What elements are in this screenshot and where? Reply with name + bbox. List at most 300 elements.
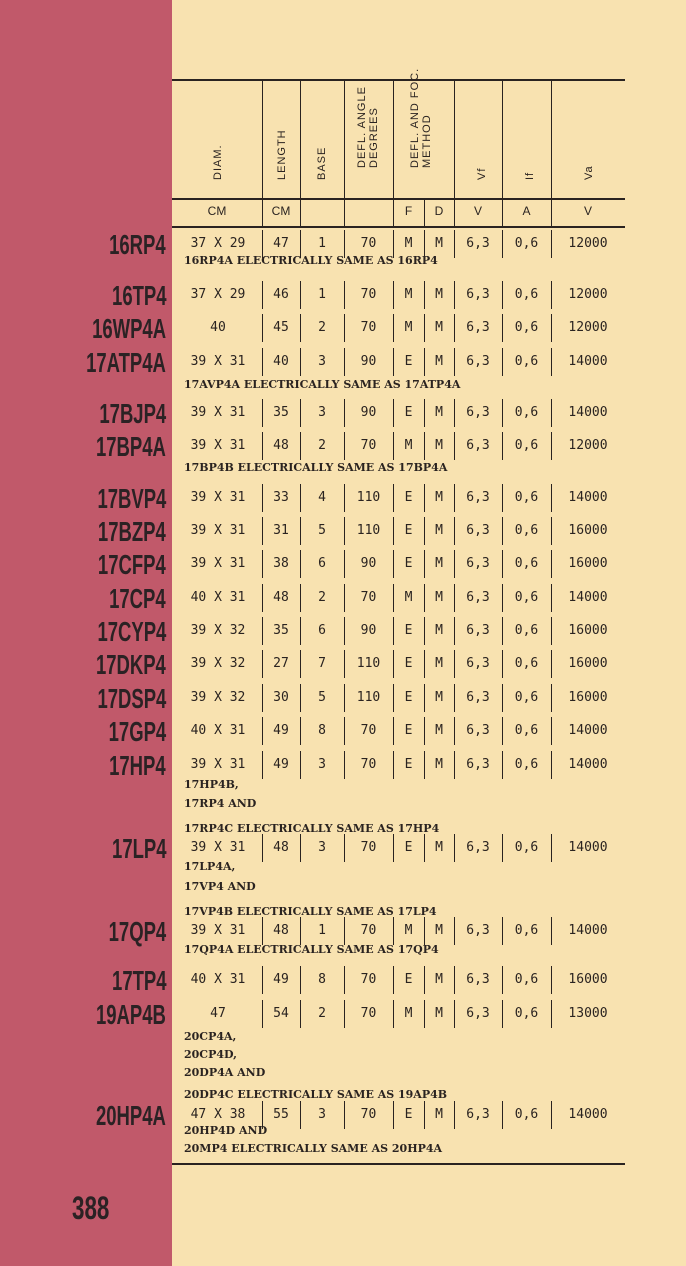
- cell-divider: [393, 1101, 394, 1129]
- cell-divider: [344, 432, 345, 460]
- unit-length: CM: [271, 204, 291, 218]
- cell-va: 16000: [568, 656, 608, 671]
- cell-base: 6: [318, 623, 326, 638]
- note-line: 20DP4A AND: [184, 1066, 266, 1079]
- cell-divider: [424, 834, 425, 862]
- cell-divider: [424, 1000, 425, 1028]
- cell-if: 0,6: [514, 840, 539, 855]
- cell-divider: [424, 517, 425, 545]
- cell-divider: [344, 348, 345, 376]
- cell-divider: [424, 399, 425, 427]
- cell-divider: [393, 684, 394, 712]
- cell-divider: [262, 399, 263, 427]
- cell-divider: [424, 617, 425, 645]
- cell-divider: [262, 432, 263, 460]
- cell-divider: [344, 751, 345, 779]
- cell-vf: 6,3: [466, 590, 490, 605]
- cell-diam: 39 X 31: [190, 523, 246, 538]
- cell-length: 48: [273, 590, 289, 605]
- cell-vf: 6,3: [466, 972, 490, 987]
- cell-d: M: [435, 523, 443, 538]
- cell-divider: [344, 917, 345, 945]
- cell-diam: 47: [210, 1006, 226, 1021]
- cell-divider: [344, 966, 345, 994]
- cell-vf: 6,3: [466, 656, 490, 671]
- header-rule: [172, 198, 625, 200]
- cell-length: 35: [273, 405, 289, 420]
- cell-divider: [502, 550, 503, 578]
- cell-va: 14000: [568, 1107, 608, 1122]
- cell-va: 13000: [568, 1006, 608, 1021]
- cell-diam: 40 X 31: [190, 590, 246, 605]
- cell-divider: [551, 966, 552, 994]
- cell-divider: [454, 550, 455, 578]
- note-line: 17HP4B,: [184, 778, 239, 791]
- cell-f: M: [404, 923, 413, 938]
- cell-base: 1: [318, 287, 326, 302]
- note-line: 17QP4A ELECTRICALLY SAME AS 17QP4: [184, 943, 439, 956]
- header-va: Va: [583, 165, 595, 180]
- cell-d: M: [435, 320, 443, 335]
- tube-type-label: 17DKP4: [96, 649, 166, 680]
- cell-divider: [454, 834, 455, 862]
- cell-f: E: [404, 757, 413, 772]
- note-line: 17AVP4A ELECTRICALLY SAME AS 17ATP4A: [184, 378, 461, 391]
- cell-divider: [502, 432, 503, 460]
- cell-angle: 110: [356, 490, 381, 505]
- cell-diam: 39 X 31: [190, 840, 246, 855]
- cell-va: 14000: [568, 923, 608, 938]
- cell-divider: [502, 399, 503, 427]
- cell-if: 0,6: [514, 438, 539, 453]
- header-diam: DIAM.: [212, 144, 224, 180]
- cell-divider: [262, 917, 263, 945]
- cell-divider: [393, 966, 394, 994]
- cell-f: E: [404, 354, 413, 369]
- cell-divider: [551, 517, 552, 545]
- cell-divider: [393, 281, 394, 309]
- cell-divider: [344, 281, 345, 309]
- cell-length: 55: [273, 1107, 289, 1122]
- cell-divider: [344, 550, 345, 578]
- cell-divider: [454, 717, 455, 745]
- tube-type-label: 17GP4: [108, 716, 166, 747]
- cell-angle: 70: [360, 840, 377, 855]
- cell-base: 2: [318, 438, 326, 453]
- cell-divider: [344, 717, 345, 745]
- cell-length: 49: [273, 972, 289, 987]
- cell-d: M: [435, 690, 443, 705]
- cell-divider: [262, 966, 263, 994]
- cell-angle: 90: [360, 354, 377, 369]
- cell-d: M: [435, 438, 443, 453]
- cell-if: 0,6: [514, 1107, 539, 1122]
- cell-divider: [502, 314, 503, 342]
- cell-if: 0,6: [514, 923, 539, 938]
- cell-d: M: [435, 287, 443, 302]
- note-line: 17RP4C ELECTRICALLY SAME AS 17HP4: [184, 822, 440, 835]
- cell-angle: 70: [360, 320, 377, 335]
- cell-divider: [424, 650, 425, 678]
- tube-type-label: 20HP4A: [96, 1100, 166, 1131]
- cell-d: M: [435, 757, 443, 772]
- cell-divider: [393, 650, 394, 678]
- tube-type-label: 17CP4: [109, 583, 166, 614]
- cell-d: M: [435, 623, 443, 638]
- cell-diam: 39 X 32: [190, 690, 246, 705]
- cell-va: 14000: [568, 757, 608, 772]
- cell-length: 31: [273, 523, 289, 538]
- cell-divider: [262, 584, 263, 612]
- cell-diam: 39 X 31: [190, 923, 246, 938]
- tube-type-label: 17TP4: [111, 965, 166, 996]
- cell-d: M: [435, 723, 443, 738]
- cell-vf: 6,3: [466, 1107, 490, 1122]
- cell-angle: 70: [360, 236, 377, 251]
- note-line: 20CP4D,: [184, 1048, 237, 1061]
- cell-divider: [344, 650, 345, 678]
- cell-base: 3: [318, 405, 326, 420]
- cell-divider: [424, 584, 425, 612]
- cell-f: M: [404, 1006, 413, 1021]
- cell-divider: [300, 550, 301, 578]
- cell-length: 46: [273, 287, 289, 302]
- cell-divider: [393, 399, 394, 427]
- cell-divider: [424, 717, 425, 745]
- cell-angle: 110: [356, 523, 381, 538]
- cell-d: M: [435, 490, 443, 505]
- cell-divider: [344, 584, 345, 612]
- cell-length: 54: [273, 1006, 289, 1021]
- cell-divider: [551, 617, 552, 645]
- cell-if: 0,6: [514, 757, 539, 772]
- cell-diam: 37 X 29: [190, 236, 246, 251]
- cell-divider: [424, 751, 425, 779]
- cell-va: 16000: [568, 556, 608, 571]
- cell-vf: 6,3: [466, 556, 490, 571]
- tube-type-label: 17DSP4: [97, 683, 166, 714]
- unit-if: A: [522, 204, 531, 218]
- cell-divider: [300, 399, 301, 427]
- cell-f: M: [404, 236, 413, 251]
- cell-diam: 40: [210, 320, 226, 335]
- cell-divider: [454, 617, 455, 645]
- cell-base: 6: [318, 556, 326, 571]
- cell-divider: [502, 484, 503, 512]
- tube-type-label: 17LP4: [111, 833, 166, 864]
- cell-angle: 70: [360, 590, 377, 605]
- cell-diam: 39 X 31: [190, 757, 246, 772]
- tube-type-label: 17HP4: [109, 750, 166, 781]
- cell-divider: [393, 432, 394, 460]
- cell-divider: [262, 484, 263, 512]
- tube-type-label: 16WP4A: [92, 313, 166, 344]
- tube-type-label: 17CFP4: [98, 549, 166, 580]
- unit-va: V: [583, 204, 592, 218]
- cell-va: 16000: [568, 690, 608, 705]
- cell-f: E: [404, 972, 413, 987]
- cell-vf: 6,3: [466, 523, 490, 538]
- cell-divider: [344, 314, 345, 342]
- cell-divider: [344, 484, 345, 512]
- cell-if: 0,6: [514, 972, 539, 987]
- cell-divider: [344, 1000, 345, 1028]
- cell-divider: [454, 517, 455, 545]
- cell-divider: [262, 314, 263, 342]
- cell-divider: [262, 281, 263, 309]
- cell-vf: 6,3: [466, 320, 490, 335]
- cell-base: 2: [318, 320, 326, 335]
- cell-divider: [551, 314, 552, 342]
- cell-diam: 39 X 31: [190, 405, 246, 420]
- cell-divider: [300, 584, 301, 612]
- cell-f: M: [404, 438, 413, 453]
- cell-f: E: [404, 490, 413, 505]
- cell-base: 3: [318, 1107, 326, 1122]
- cell-vf: 6,3: [466, 405, 490, 420]
- cell-divider: [502, 834, 503, 862]
- cell-divider: [300, 650, 301, 678]
- cell-divider: [424, 314, 425, 342]
- cell-f: E: [404, 623, 413, 638]
- cell-angle: 110: [356, 690, 381, 705]
- cell-divider: [300, 348, 301, 376]
- tube-type-label: 16TP4: [111, 280, 166, 311]
- tube-type-label: 17CYP4: [97, 616, 166, 647]
- cell-divider: [300, 684, 301, 712]
- cell-d: M: [435, 840, 443, 855]
- cell-vf: 6,3: [466, 623, 490, 638]
- table-row: [0, 757, 686, 779]
- note-line: 17VP4 AND: [184, 880, 256, 893]
- cell-divider: [262, 717, 263, 745]
- cell-angle: 70: [360, 923, 377, 938]
- cell-divider: [393, 917, 394, 945]
- note-line: 16RP4A ELECTRICALLY SAME AS 16RP4: [184, 254, 438, 267]
- cell-if: 0,6: [514, 623, 539, 638]
- cell-va: 14000: [568, 590, 608, 605]
- cell-divider: [502, 917, 503, 945]
- cell-divider: [502, 966, 503, 994]
- cell-divider: [393, 314, 394, 342]
- cell-divider: [454, 1000, 455, 1028]
- cell-divider: [424, 966, 425, 994]
- cell-if: 0,6: [514, 354, 539, 369]
- cell-divider: [424, 550, 425, 578]
- cell-divider: [502, 650, 503, 678]
- cell-va: 12000: [568, 287, 608, 302]
- cell-length: 40: [273, 354, 289, 369]
- table-row: [0, 287, 686, 309]
- cell-divider: [551, 1000, 552, 1028]
- cell-vf: 6,3: [466, 923, 490, 938]
- cell-divider: [551, 684, 552, 712]
- tube-type-label: 17BZP4: [98, 516, 166, 547]
- header-length: LENGTH: [276, 129, 288, 180]
- table-row: [0, 840, 686, 862]
- cell-f: E: [404, 405, 413, 420]
- cell-vf: 6,3: [466, 723, 490, 738]
- table-row: [0, 723, 686, 745]
- cell-vf: 6,3: [466, 840, 490, 855]
- header-if: If: [524, 171, 536, 180]
- cell-f: E: [404, 840, 413, 855]
- cell-divider: [262, 517, 263, 545]
- cell-divider: [393, 517, 394, 545]
- cell-base: 8: [318, 972, 326, 987]
- unit-d: D: [434, 204, 444, 218]
- cell-divider: [424, 1101, 425, 1129]
- header-angle: DEFL. ANGLE DEGREES: [356, 86, 380, 168]
- cell-va: 16000: [568, 623, 608, 638]
- cell-divider: [454, 1101, 455, 1129]
- cell-vf: 6,3: [466, 757, 490, 772]
- page-number: 388: [72, 1190, 110, 1226]
- cell-divider: [393, 348, 394, 376]
- cell-divider: [300, 751, 301, 779]
- cell-divider: [551, 281, 552, 309]
- note-line: 17BP4B ELECTRICALLY SAME AS 17BP4A: [184, 461, 448, 474]
- cell-angle: 70: [360, 972, 377, 987]
- note-line: 17VP4B ELECTRICALLY SAME AS 17LP4: [184, 905, 437, 918]
- cell-divider: [454, 432, 455, 460]
- cell-divider: [393, 751, 394, 779]
- cell-angle: 70: [360, 1006, 377, 1021]
- cell-if: 0,6: [514, 656, 539, 671]
- cell-divider: [454, 348, 455, 376]
- table-row: [0, 590, 686, 612]
- cell-divider: [551, 1101, 552, 1129]
- cell-divider: [551, 230, 552, 258]
- cell-if: 0,6: [514, 405, 539, 420]
- cell-diam: 39 X 32: [190, 623, 246, 638]
- cell-divider: [393, 484, 394, 512]
- cell-if: 0,6: [514, 723, 539, 738]
- cell-base: 5: [318, 690, 326, 705]
- cell-diam: 39 X 31: [190, 354, 246, 369]
- cell-divider: [262, 550, 263, 578]
- cell-divider: [424, 917, 425, 945]
- cell-divider: [424, 684, 425, 712]
- cell-divider: [344, 834, 345, 862]
- cell-vf: 6,3: [466, 354, 490, 369]
- tube-type-label: 17BVP4: [97, 483, 166, 514]
- cell-divider: [454, 484, 455, 512]
- cell-d: M: [435, 354, 443, 369]
- cell-divider: [393, 834, 394, 862]
- cell-base: 5: [318, 523, 326, 538]
- cell-vf: 6,3: [466, 236, 490, 251]
- cell-divider: [344, 399, 345, 427]
- table-bottom-rule: [172, 1163, 625, 1165]
- unit-vf: V: [473, 204, 482, 218]
- cell-length: 48: [273, 840, 289, 855]
- cell-d: M: [435, 923, 443, 938]
- cell-length: 48: [273, 438, 289, 453]
- cell-divider: [300, 281, 301, 309]
- cell-divider: [300, 314, 301, 342]
- header-vf: Vf: [476, 167, 488, 180]
- cell-if: 0,6: [514, 523, 539, 538]
- cell-if: 0,6: [514, 590, 539, 605]
- cell-diam: 47 X 38: [190, 1107, 246, 1122]
- cell-divider: [262, 1000, 263, 1028]
- cell-divider: [454, 399, 455, 427]
- cell-va: 14000: [568, 405, 608, 420]
- cell-if: 0,6: [514, 320, 539, 335]
- cell-divider: [300, 1000, 301, 1028]
- cell-divider: [502, 617, 503, 645]
- table-row: [0, 972, 686, 994]
- cell-d: M: [435, 656, 443, 671]
- cell-divider: [344, 1101, 345, 1129]
- cell-base: 2: [318, 590, 326, 605]
- cell-divider: [551, 432, 552, 460]
- cell-diam: 39 X 31: [190, 438, 246, 453]
- cell-divider: [300, 517, 301, 545]
- cell-vf: 6,3: [466, 690, 490, 705]
- cell-diam: 39 X 31: [190, 490, 246, 505]
- cell-base: 1: [318, 236, 326, 251]
- note-line: 20MP4 ELECTRICALLY SAME AS 20HP4A: [184, 1142, 443, 1155]
- cell-base: 1: [318, 923, 326, 938]
- cell-length: 35: [273, 623, 289, 638]
- cell-f: E: [404, 523, 413, 538]
- cell-angle: 90: [360, 405, 377, 420]
- cell-divider: [502, 517, 503, 545]
- cell-vf: 6,3: [466, 287, 490, 302]
- cell-divider: [551, 834, 552, 862]
- cell-divider: [551, 584, 552, 612]
- cell-divider: [454, 917, 455, 945]
- cell-divider: [300, 1101, 301, 1129]
- cell-angle: 70: [360, 723, 377, 738]
- cell-divider: [393, 584, 394, 612]
- note-line: 17RP4 AND: [184, 797, 257, 810]
- cell-divider: [300, 966, 301, 994]
- cell-va: 16000: [568, 972, 608, 987]
- cell-length: 48: [273, 923, 289, 938]
- cell-divider: [300, 432, 301, 460]
- cell-divider: [551, 650, 552, 678]
- tube-type-label: 17BP4A: [96, 431, 166, 462]
- cell-f: M: [404, 287, 413, 302]
- header-base: BASE: [316, 146, 328, 180]
- cell-divider: [551, 751, 552, 779]
- cell-divider: [424, 484, 425, 512]
- cell-base: 2: [318, 1006, 326, 1021]
- cell-d: M: [435, 556, 443, 571]
- cell-divider: [502, 281, 503, 309]
- cell-diam: 39 X 32: [190, 656, 246, 671]
- tube-type-label: 17QP4: [108, 916, 166, 947]
- cell-diam: 40 X 31: [190, 972, 246, 987]
- cell-divider: [502, 584, 503, 612]
- cell-vf: 6,3: [466, 1006, 490, 1021]
- note-line: 17LP4A,: [184, 860, 236, 873]
- cell-d: M: [435, 972, 443, 987]
- cell-divider: [393, 1000, 394, 1028]
- cell-d: M: [435, 1107, 443, 1122]
- unit-diam: CM: [207, 204, 227, 218]
- tube-type-label: 16RP4: [109, 229, 166, 260]
- cell-d: M: [435, 405, 443, 420]
- note-line: 20HP4D AND: [184, 1124, 268, 1137]
- cell-divider: [344, 617, 345, 645]
- cell-divider: [300, 717, 301, 745]
- cell-f: M: [404, 590, 413, 605]
- cell-base: 3: [318, 354, 326, 369]
